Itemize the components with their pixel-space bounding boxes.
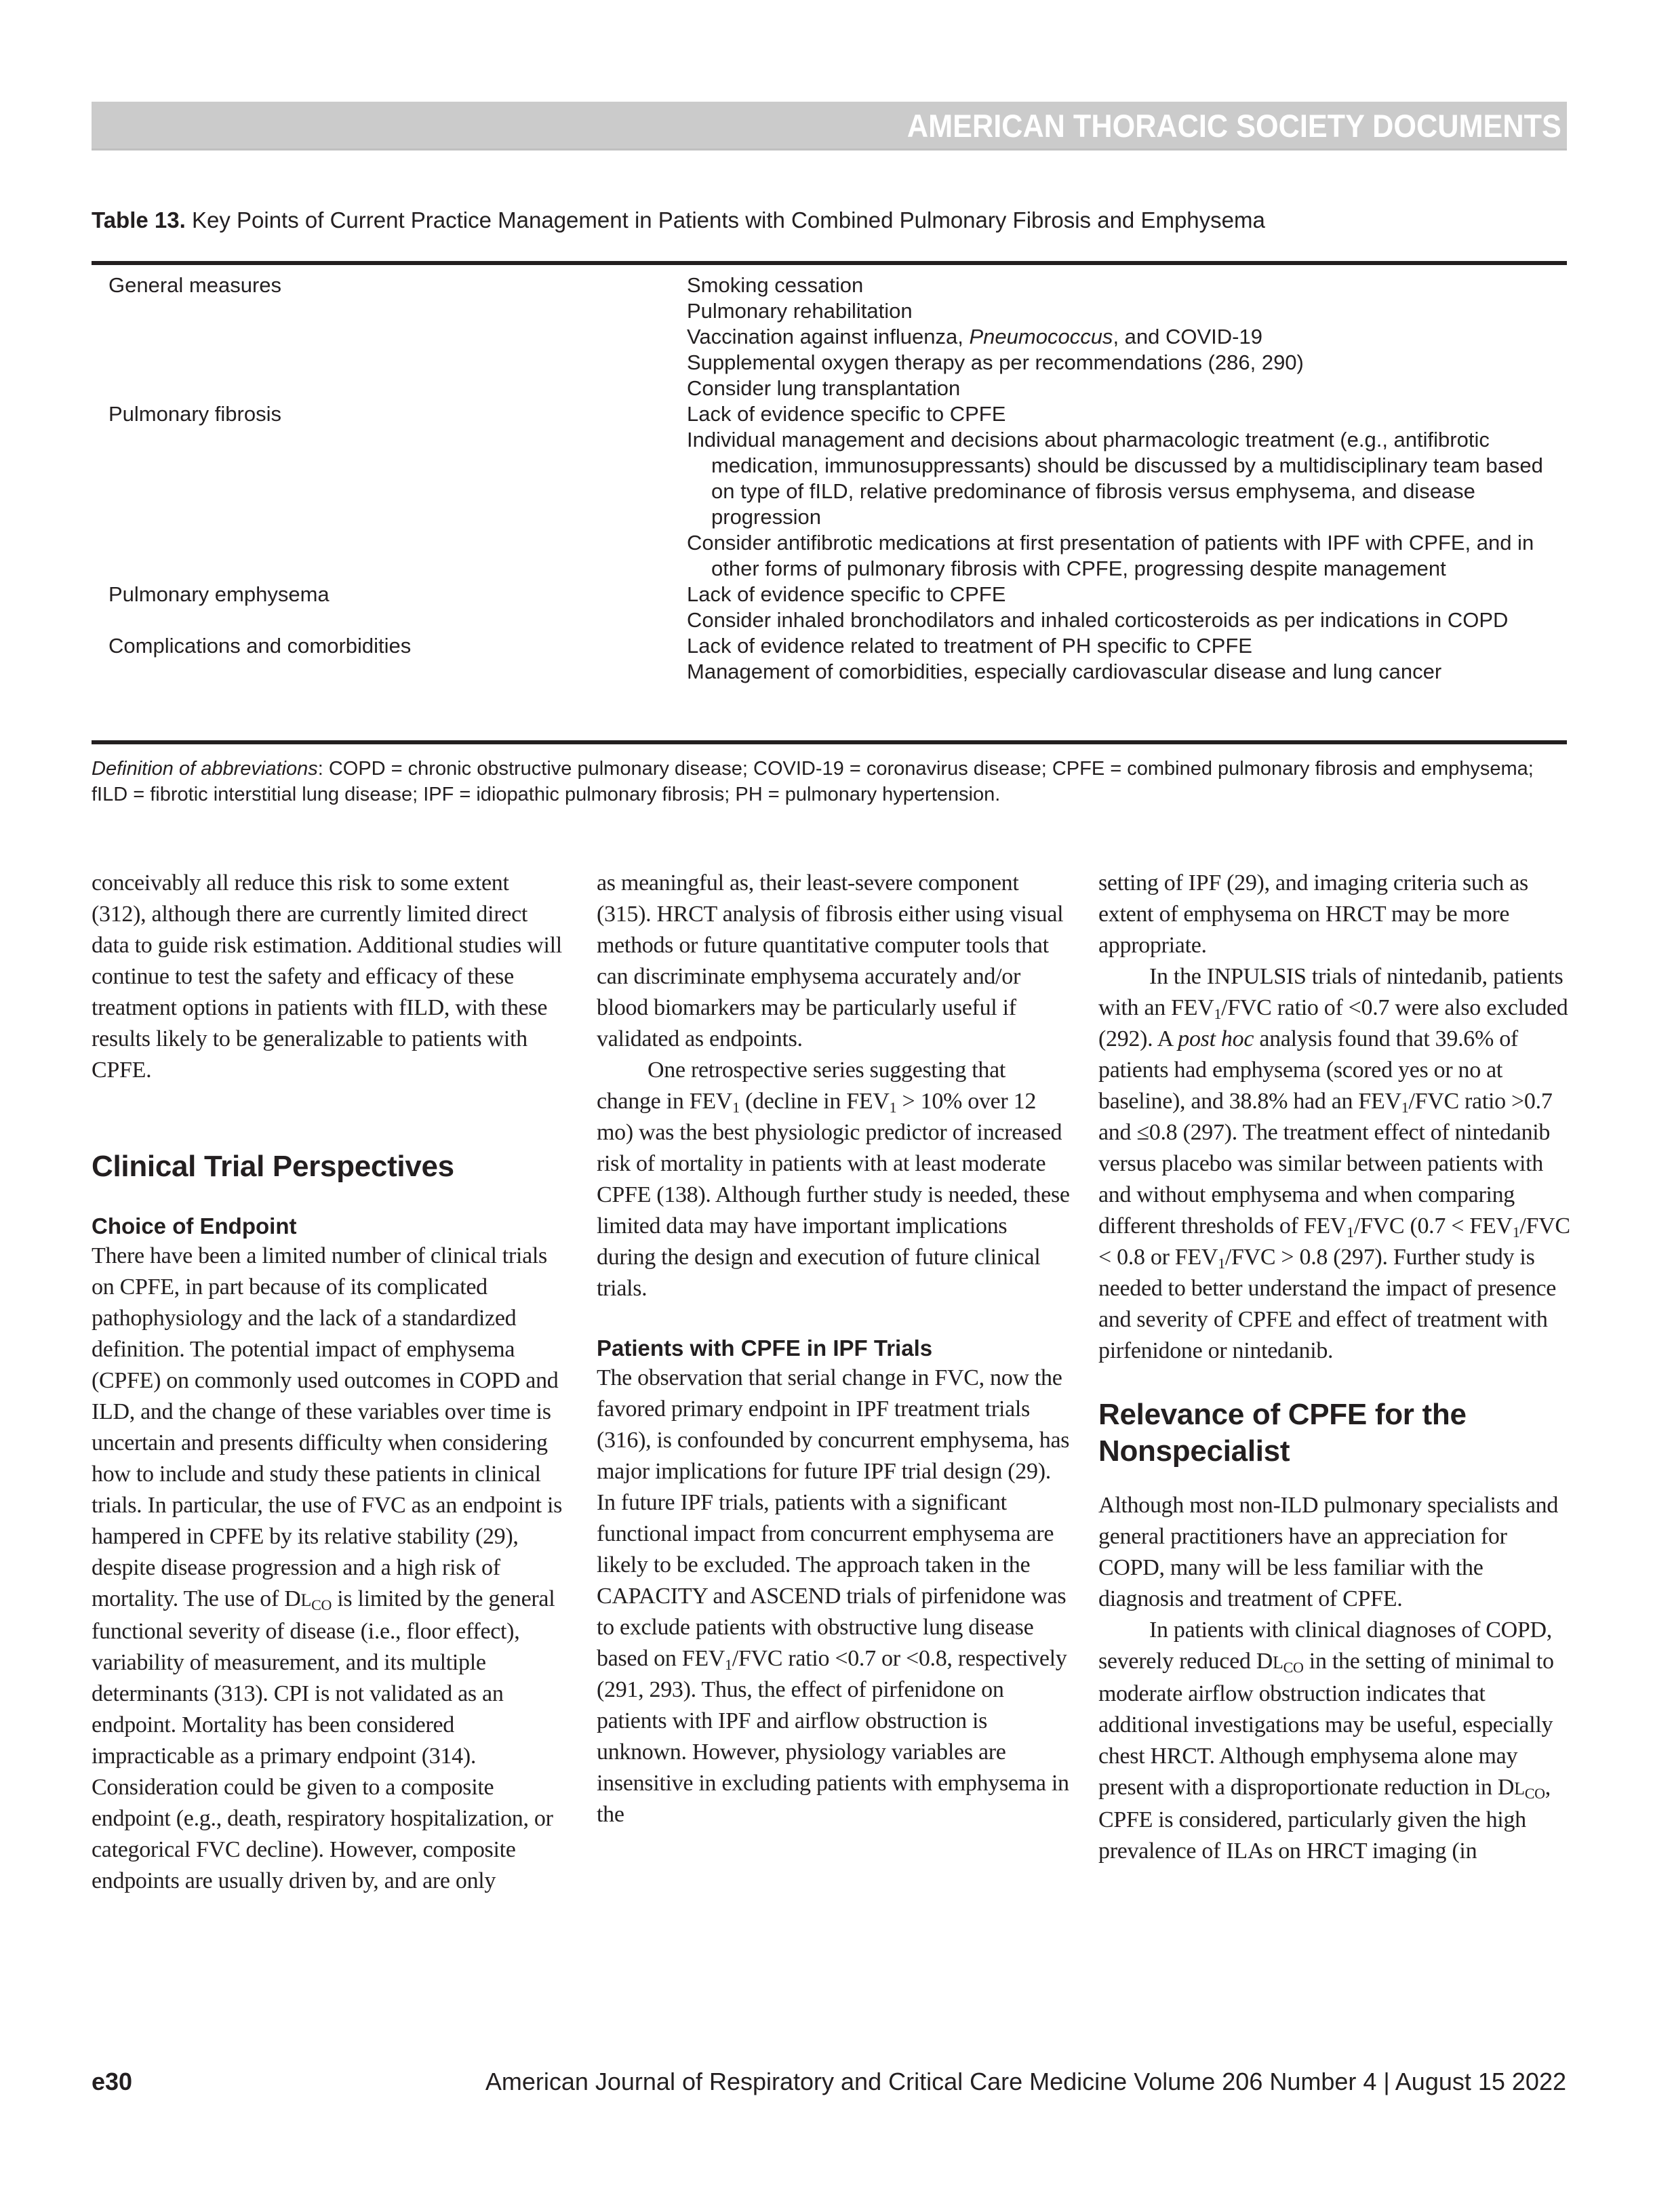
subscript: CO [311, 1596, 332, 1613]
text-run: One retrospective series suggesting that change in FEV [597, 1058, 1006, 1114]
body-column-1 [92, 868, 566, 1897]
running-header-title: AMERICAN THORACIC SOCIETY DOCUMENTS [907, 108, 1561, 144]
table-cell-item: Pulmonary rehabilitation [687, 299, 913, 323]
text-run: analysis found that 39.6% of patients had emphysema (scored yes or no at baseline), and 38.8% had an FEV [1098, 1026, 1518, 1114]
subscript: 1 [1218, 1255, 1225, 1272]
table-cell-item: Smoking cessation [687, 273, 864, 297]
table-row [92, 582, 1567, 633]
table-row-category: Pulmonary fibrosis [108, 402, 281, 426]
subscript: CO [1524, 1785, 1545, 1802]
text-run: D [1256, 1649, 1273, 1674]
journal-citation: American Journal of Respiratory and Critical Care Medicine Volume 206 Number 4 | August 15 2022 [485, 2068, 1566, 2095]
page-number: e30 [92, 2068, 133, 2095]
table-cell-item: Consider lung transplantation [687, 376, 961, 400]
table-row [92, 401, 1567, 582]
subscript: 1 [1512, 1224, 1520, 1241]
table-cell-item [687, 324, 1559, 350]
text-run: /FVC ratio <0.7 or <0.8, respectively (291, 293). Thus, the effect of pirfenidone on patients with IPF and airflow obstruction is unknown. However, physiology variables are insensitive in excluding patients with emphysema in the [597, 1646, 1069, 1827]
subsection-heading-patients-with-cpfe-in-ipf-trials: Patients with CPFE in IPF Trials [597, 1335, 933, 1361]
abbreviations-label: Definition of abbreviations [92, 758, 318, 780]
text-run: /FVC < 0.8 or FEV [1098, 1213, 1570, 1270]
table-row-items [687, 582, 1567, 633]
paragraph: as meaningful as, their least-severe component (315). HRCT analysis of fibrosis either using visual methods or future quantitative computer tools that can discriminate emphysema accurately and/or blood biomarkers may be particularly useful if validated as endpoints. [597, 870, 1064, 1051]
text-run: There have been a limited number of clinical trials on CPFE, in part because of its complicated pathophysiology and the lack of a standardized definition. The potential impact of emphysema (CPFE) on commonly used outcomes in COPD and ILD, and the change of these variables over time is uncertain and presents difficulty when considering how to include and study these patients in clinical trials. In particular, the use of FVC as an endpoint is hampered in CPFE by its relative stability (29), despite disease progression and a high risk of mortality. The use of [92, 1243, 563, 1611]
text-run: D [284, 1586, 301, 1611]
table-title: Key Points of Current Practice Management in Patients with Combined Pulmonary Fibrosis and Emphysema [191, 207, 1265, 233]
subscript: 1 [1401, 1099, 1409, 1116]
text-run: /FVC ratio >0.7 and ≤0.8 (297). The treatment effect of nintedanib versus placebo was similar between patients with and without emphysema and when comparing different thresholds of FEV [1098, 1089, 1553, 1239]
paragraph [597, 1363, 1071, 1830]
subsection-heading-choice-of-endpoint: Choice of Endpoint [92, 1213, 297, 1239]
text-run: in the setting of minimal to moderate airflow obstruction indicates that additional investigations may be useful, especially chest HRCT. Although emphysema alone may present with a disproportionate reduction in [1098, 1649, 1554, 1800]
section-heading-clinical-trial-perspectives: Clinical Trial Perspectives [92, 1150, 454, 1183]
table-cell-item: Supplemental oxygen therapy as per recommendations (286, 290) [687, 350, 1304, 374]
text-run: The observation that serial change in FVC, now the favored primary endpoint in IPF treatment trials (316), is confounded by concurrent emphysema, has major implications for future IPF trial design (29). In future IPF trials, patients with a significant functional impact from concurrent emphysema are likely to be excluded. The approach taken in the CAPACITY and ASCEND trials of pirfenidone was to exclude patients with obstructive lung disease based on FEV [597, 1365, 1070, 1671]
text-run: (decline in FEV [739, 1089, 890, 1114]
dlco-term [1498, 1775, 1545, 1800]
table-row [92, 273, 1567, 401]
table-row [92, 633, 1567, 685]
table-cell-item: Consider inhaled bronchodilators and inhaled corticosteroids as per indications in COPD [687, 608, 1509, 632]
table-cell-item: Consider antifibrotic medications at first presentation of patients with IPF with CPFE, and in other forms of pulmonary fibrosis with CPFE, progressing despite management [687, 531, 1534, 580]
table-row-items [687, 273, 1567, 401]
subscript: 1 [725, 1656, 732, 1673]
text-run: L [300, 1590, 312, 1610]
table-caption [92, 207, 1570, 233]
table-cell-item: Lack of evidence specific to CPFE [687, 402, 1006, 426]
text-run: /FVC > 0.8 (297). Further study is needed to better understand the impact of presence and severity of CPFE and effect of treatment with pirfenidone or nintedanib. [1098, 1245, 1557, 1363]
table-row-items [687, 401, 1567, 582]
text-run: /FVC ratio of <0.7 were also excluded (292). A [1098, 995, 1568, 1051]
text-run: L [1514, 1779, 1525, 1798]
body-column-2 [597, 868, 1071, 1830]
dlco-term [284, 1586, 332, 1611]
table-cell-item: Individual management and decisions about pharmacologic treatment (e.g., antifibrotic medication, immunosuppressants) should be discussed by a multidisciplinary team based on type of fILD, relative predominance of fibrosis versus emphysema, and disease progression [687, 428, 1543, 529]
text-run: L [1273, 1653, 1283, 1672]
table-body [92, 273, 1567, 685]
table-cell-item: Lack of evidence specific to CPFE [687, 582, 1006, 606]
table-row-category: General measures [108, 273, 282, 297]
section-heading-relevance-of-cpfe: Relevance of CPFE for the Nonspecialist [1098, 1398, 1467, 1468]
paragraph [1098, 1615, 1573, 1867]
paragraph [597, 1055, 1071, 1304]
table-row-items [687, 633, 1567, 685]
table-label: Table 13. [92, 207, 186, 233]
table-row-category: Complications and comorbidities [108, 634, 412, 658]
paragraph: Although most non-ILD pulmonary specialists and general practitioners have an appreciation for COPD, many will be less familiar with the diagnosis and treatment of CPFE. [1098, 1493, 1559, 1611]
paragraph: setting of IPF (29), and imaging criteria such as extent of emphysema on HRCT may be more appropriate. [1098, 870, 1528, 958]
text-run: , CPFE is considered, particularly given the high prevalence of ILAs on HRCT imaging (in [1098, 1775, 1551, 1864]
table-footnote-abbreviations [92, 756, 1549, 807]
subscript: 1 [1347, 1224, 1354, 1241]
subscript: 1 [732, 1099, 740, 1116]
text-run: In the INPULSIS trials of nintedanib, patients with an FEV [1098, 964, 1564, 1020]
paragraph: conceivably all reduce this risk to some extent (312), although there are currently limited direct data to guide risk estimation. Additional studies will continue to test the safety and efficacy of these treatment options in patients with fILD, with these results likely to be generalizable to patients with CPFE. [92, 870, 562, 1083]
text-run: D [1497, 1775, 1515, 1800]
dlco-term [1256, 1649, 1304, 1674]
italic-text: Pneumococcus [969, 325, 1113, 348]
table-top-rule [92, 261, 1567, 265]
italic-text: post hoc [1178, 1026, 1254, 1051]
text-run: In patients with clinical diagnoses of COPD, severely reduced [1098, 1617, 1552, 1674]
running-header-bar [92, 102, 1567, 150]
text-run: , and COVID-19 [1113, 325, 1262, 348]
text-run: /FVC (0.7 < FEV [1353, 1213, 1513, 1239]
paragraph [92, 1241, 566, 1897]
table-row-category: Pulmonary emphysema [108, 582, 330, 606]
subscript: 1 [889, 1099, 897, 1116]
abbreviations-text: : COPD = chronic obstructive pulmonary disease; COVID-19 = coronavirus disease; CPFE = combined pulmonary fibrosis and emphysema; fILD = fibrotic interstitial lung disease; IPF = idiopathic pulmonary fibrosis; PH = pulmonary hypertension. [92, 758, 1534, 805]
text-run: Vaccination against influenza, [687, 325, 970, 348]
subscript: 1 [1214, 1005, 1222, 1022]
paragraph [1098, 961, 1573, 1367]
table-cell-item: Lack of evidence related to treatment of PH specific to CPFE [687, 634, 1252, 658]
table-bottom-rule [92, 740, 1567, 744]
text-run: > 10% over 12 mo) was the best physiologic predictor of increased risk of mortality in patients with at least moderate CPFE (138). Although further study is needed, these limited data may have important implications during the design and execution of future clinical trials. [597, 1089, 1070, 1301]
text-run: is limited by the general functional severity of disease (i.e., floor effect), variability of measurement, and its multiple determinants (313). CPI is not validated as an endpoint. Mortality has been considered impracticable as a primary endpoint (314). Consideration could be given to a composite endpoint (e.g., death, respiratory hospitalization, or categorical FVC decline). However, composite endpoints are usually driven by, and are only [92, 1586, 555, 1893]
subscript: CO [1283, 1659, 1304, 1676]
body-column-3 [1098, 868, 1573, 1867]
table-cell-item: Management of comorbidities, especially cardiovascular disease and lung cancer [687, 660, 1442, 683]
